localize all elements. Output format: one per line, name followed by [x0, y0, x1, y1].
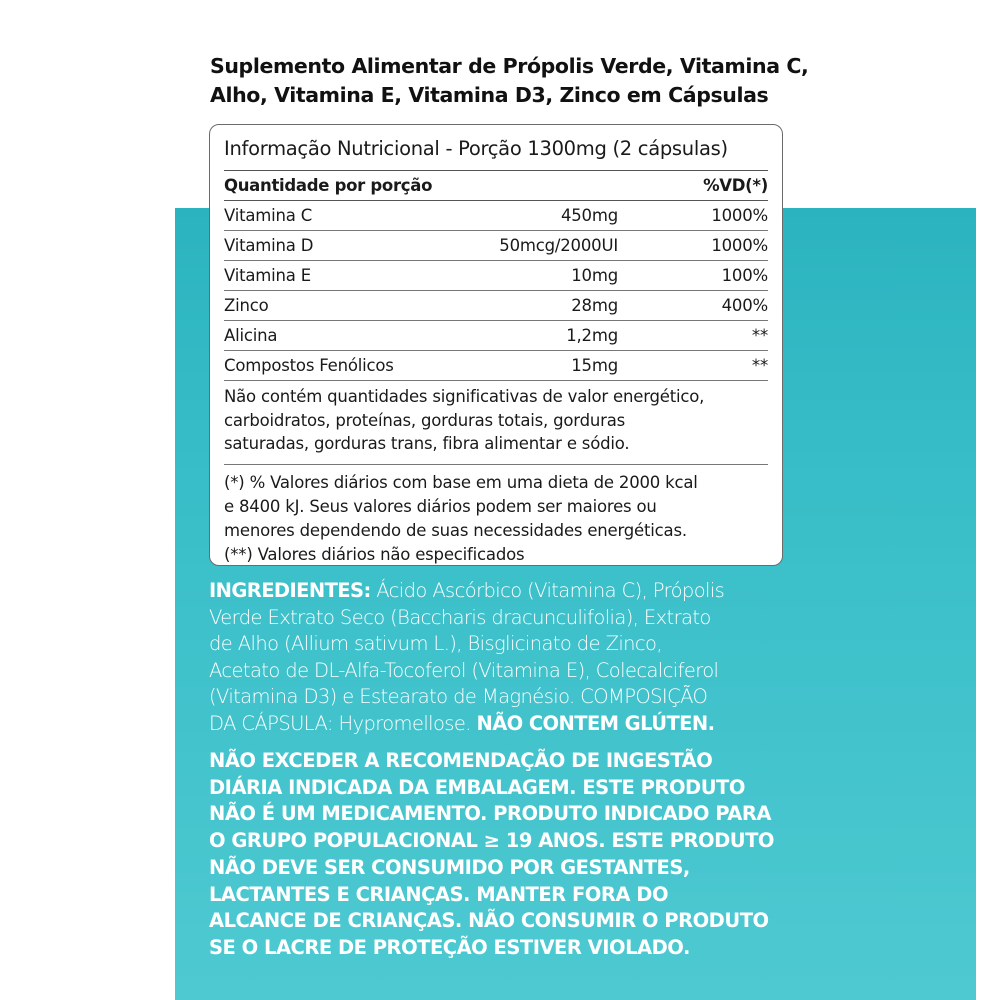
nutrient-name: Alicina: [224, 326, 278, 345]
column-header-amount: Quantidade por porção: [224, 176, 433, 195]
nutrient-vd: 1000%: [711, 236, 768, 255]
warning-line: NÃO EXCEDER A RECOMENDAÇÃO DE INGESTÃO: [209, 749, 713, 772]
ingredients-text: DA CÁPSULA: Hypromellose.: [209, 711, 477, 735]
nutrient-vd: 1000%: [711, 206, 768, 225]
warning-line: O GRUPO POPULACIONAL ≥ 19 ANOS. ESTE PRODUTO: [209, 829, 774, 853]
nutrient-row: [224, 321, 768, 351]
nutrient-row: [224, 201, 768, 231]
ingredients-line: [209, 578, 789, 605]
nutrient-quantity: 10mg: [571, 266, 618, 285]
ingredients-line: Verde Extrato Seco (Baccharis dracunculifolia), Extrato: [209, 605, 711, 629]
nutrition-note-line: Não contém quantidades significativas de valor energético,: [224, 387, 705, 406]
ingredients-line: (Vitamina D3) e Estearato de Magnésio. COMPOSIÇÃO: [209, 685, 708, 708]
warning-line: NÃO É UM MEDICAMENTO. PRODUTO INDICADO PARA: [209, 802, 771, 826]
nutrient-vd: 400%: [721, 296, 768, 315]
nutrient-row: [224, 261, 768, 291]
product-title-line: Alho, Vitamina E, Vitamina D3, Zinco em Cápsulas: [210, 83, 769, 107]
footnote-line: (*) % Valores diários com base em uma dieta de 2000 kcal: [224, 472, 698, 492]
ingredients-line: [209, 711, 789, 738]
ingredients-line: de Alho (Allium sativum L.), Bisglicinato de Zinco,: [209, 632, 662, 655]
warning-line: DIÁRIA INDICADA DA EMBALAGEM. ESTE PRODUTO: [209, 775, 745, 799]
footnote-line: menores dependendo de suas necessidades energéticas.: [224, 520, 687, 540]
gluten-free-notice: NÃO CONTEM GLÚTEN.: [476, 711, 715, 735]
ingredients-line: Acetato de DL-Alfa-Tocoferol (Vitamina E), Colecalciferol: [209, 658, 719, 682]
ingredients-paragraph: [209, 578, 789, 737]
nutrient-row: [224, 231, 768, 261]
nutrient-name: Vitamina D: [224, 236, 314, 255]
nutrient-row: [224, 351, 768, 381]
nutrition-facts-table: [209, 124, 783, 566]
nutrient-name: Compostos Fenólicos: [224, 356, 394, 375]
nutrient-vd: 100%: [721, 266, 768, 285]
footnote-line: (**) Valores diários não especificados: [224, 544, 525, 564]
nutrition-footnote: [224, 465, 768, 567]
nutrient-quantity: 28mg: [571, 296, 618, 315]
nutrient-quantity: 1,2mg: [566, 326, 618, 345]
warning-line: LACTANTES E CRIANÇAS. MANTER FORA DO: [209, 882, 669, 906]
warning-line: SE O LACRE DE PROTEÇÃO ESTIVER VIOLADO.: [209, 935, 690, 959]
warning-line: ALCANCE DE CRIANÇAS. NÃO CONSUMIR O PRODUTO: [209, 909, 769, 933]
nutrient-name: Vitamina E: [224, 266, 311, 285]
nutrient-name: Vitamina C: [224, 206, 313, 225]
nutrient-vd: **: [751, 356, 768, 375]
nutrient-name: Zinco: [224, 296, 269, 315]
nutrient-quantity: 450mg: [560, 206, 618, 225]
footnote-line: e 8400 kJ. Seus valores diários podem ser maiores ou: [224, 496, 657, 516]
nutrition-note-line: saturadas, gorduras trans, fibra alimentar e sódio.: [224, 434, 630, 453]
nutrient-quantity: 50mcg/2000UI: [499, 236, 618, 255]
nutrient-quantity: 15mg: [571, 356, 618, 375]
nutrition-note-line: carboidratos, proteínas, gorduras totais, gorduras: [224, 410, 626, 430]
product-title-line: Suplemento Alimentar de Própolis Verde, Vitamina C,: [210, 54, 809, 78]
warning-line: NÃO DEVE SER CONSUMIDO POR GESTANTES,: [209, 855, 690, 879]
nutrient-row: [224, 291, 768, 321]
ingredients-text: Ácido Ascórbico (Vitamina C), Própolis: [370, 579, 725, 602]
nutrition-note: [224, 381, 768, 465]
nutrient-vd: **: [751, 326, 768, 345]
nutrition-header: Informação Nutricional - Porção 1300mg (2 cápsulas): [224, 125, 768, 171]
product-title: [210, 52, 830, 110]
ingredients-label: INGREDIENTES:: [209, 579, 371, 602]
column-header-vd: %VD(*): [703, 176, 768, 195]
warning-paragraph: [209, 748, 809, 962]
nutrition-column-headers: [224, 171, 768, 201]
